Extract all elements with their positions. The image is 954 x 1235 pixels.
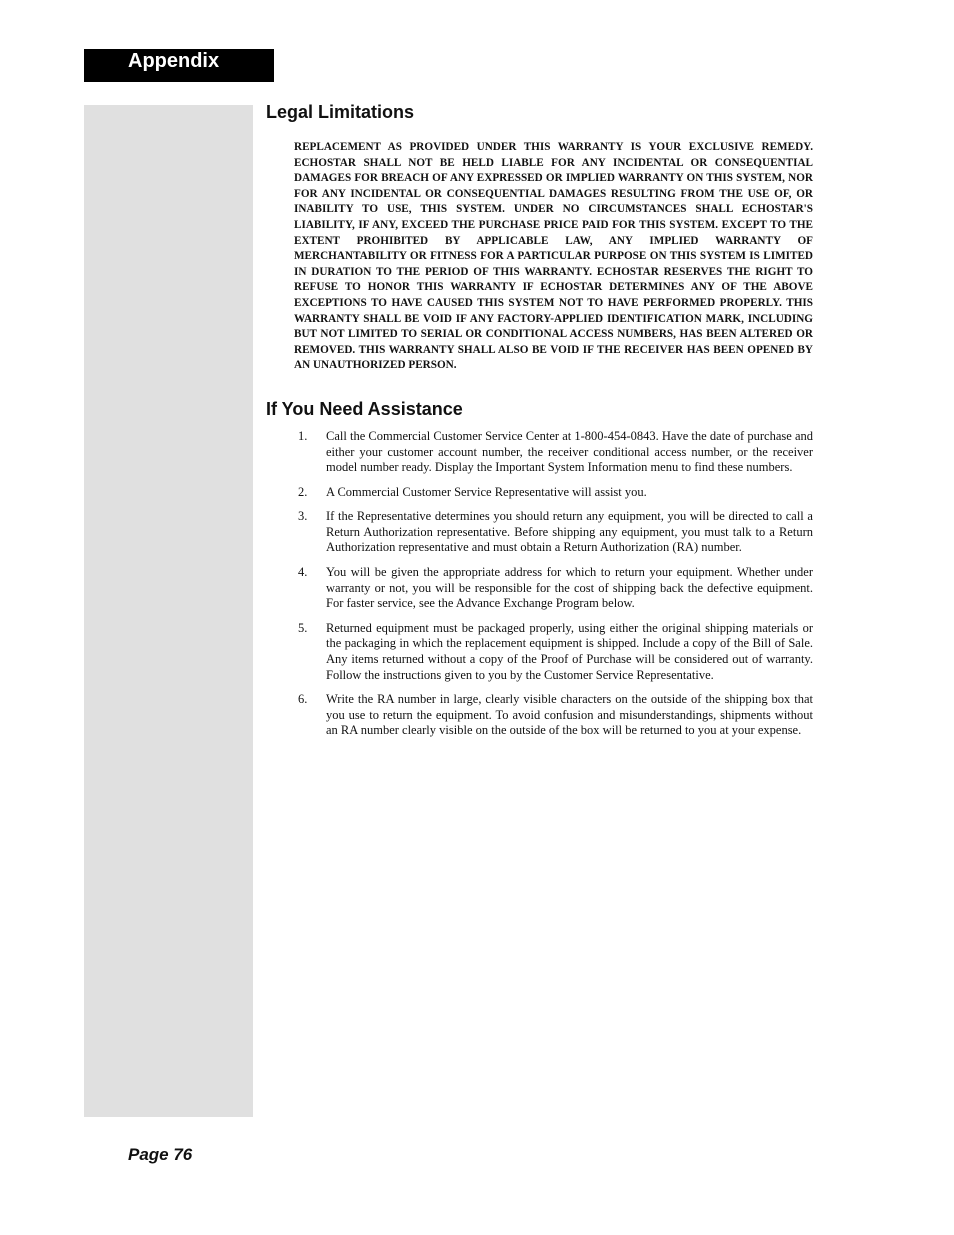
- list-item: [266, 485, 813, 501]
- step-number: 3.: [298, 509, 308, 524]
- list-item: [266, 692, 813, 739]
- step-number: 5.: [298, 620, 308, 635]
- step-text: Returned equipment must be packaged properly, using either the original shipping materials or the packaging in which the replacement equipment is shipped. Include a copy of the Bill of Sale. Any items returned without a copy of the Proof of Purchase will be considered out of warranty. Follow the instructions given to you by the Customer Service Representative.: [326, 620, 813, 682]
- step-number: 6.: [298, 692, 308, 707]
- list-item: [266, 429, 813, 476]
- step-number: 2.: [298, 484, 308, 499]
- step-text: A Commercial Customer Service Representative will assist you.: [326, 484, 647, 499]
- step-text: Call the Commercial Customer Service Center at 1-800-454-0843. Have the date of purchase and either your customer account number, the receiver conditional access number, or the receiver model number ready. Display the Important System Information menu to find these numbers.: [326, 428, 813, 475]
- section-header-bar: [84, 49, 274, 82]
- step-number: 4.: [298, 565, 308, 580]
- sidebar-panel: [84, 105, 253, 1117]
- step-text: If the Representative determines you should return any equipment, you will be directed to call a Return Authorization representative. Before shipping any equipment, you must talk to a Return Authorization representative and must obtain a Return Authorization (RA) number.: [326, 509, 813, 555]
- section-title: Appendix: [128, 50, 220, 72]
- assistance-steps-list: [266, 429, 813, 739]
- step-text: You will be given the appropriate address for which to return your equipment. Whether under warranty or not, you will be responsible for the cost of shipping back the defective equipment. For faster service, see the Advance Exchange Program below.: [326, 565, 813, 611]
- assistance-heading: If You Need Assistance: [266, 398, 463, 419]
- step-number: 1.: [298, 428, 308, 443]
- list-item: [266, 565, 813, 612]
- legal-limitations-text: REPLACEMENT AS PROVIDED UNDER THIS WARRANTY IS YOUR EXCLUSIVE REMEDY. ECHOSTAR SHALL NOT BE HELD LIABLE FOR ANY INCIDENTAL OR CONSEQUENTIAL DAMAGES FOR BREACH OF ANY EXPRESSED OR IMPLIED WARRANTY ON THIS SYSTEM, NOR FOR ANY INCIDENTAL OR CONSEQUENTIAL DAMAGES RESULTING FROM THE USE OF, OR INABILITY TO USE, THIS SYSTEM. UNDER NO CIRCUMSTANCES SHALL ECHOSTAR'S LIABILITY, IF ANY, EXCEED THE PURCHASE PRICE PAID FOR THIS SYSTEM. EXCEPT TO THE EXTENT PROHIBITED BY APPLICABLE LAW, ANY IMPLIED WARRANTY OF MERCHANTABILITY OR FITNESS FOR A PARTICULAR PURPOSE ON THIS SYSTEM IS LIMITED IN DURATION TO THE PERIOD OF THIS WARRANTY. ECHOSTAR RESERVES THE RIGHT TO REFUSE TO HONOR THIS WARRANTY IF ECHOSTAR DETERMINES ANY OF THE ABOVE EXCEPTIONS TO HAVE CAUSED THIS SYSTEM NOT TO HAVE PERFORMED PROPERLY. THIS WARRANTY SHALL BE VOID IF ANY FACTORY-APPLIED IDENTIFICATION MARK, INCLUDING BUT NOT LIMITED TO SERIAL OR CONDITIONAL ACCESS NUMBERS, HAS BEEN ALTERED OR REMOVED. THIS WARRANTY SHALL ALSO BE VOID IF THE RECEIVER HAS BEEN OPENED BY AN UNAUTHORIZED PERSON.: [294, 141, 813, 372]
- page-number: Page 76: [128, 1145, 193, 1164]
- list-item: [266, 509, 813, 556]
- legal-limitations-heading: Legal Limitations: [266, 102, 415, 122]
- list-item: [266, 621, 813, 683]
- main-content: [266, 100, 813, 748]
- step-text: Write the RA number in large, clearly visible characters on the outside of the shipping box that you use to return the equipment. To avoid confusion and misunderstandings, shipments without an RA number clearly visible on the outside of the box will be returned to you at your expense.: [326, 692, 813, 738]
